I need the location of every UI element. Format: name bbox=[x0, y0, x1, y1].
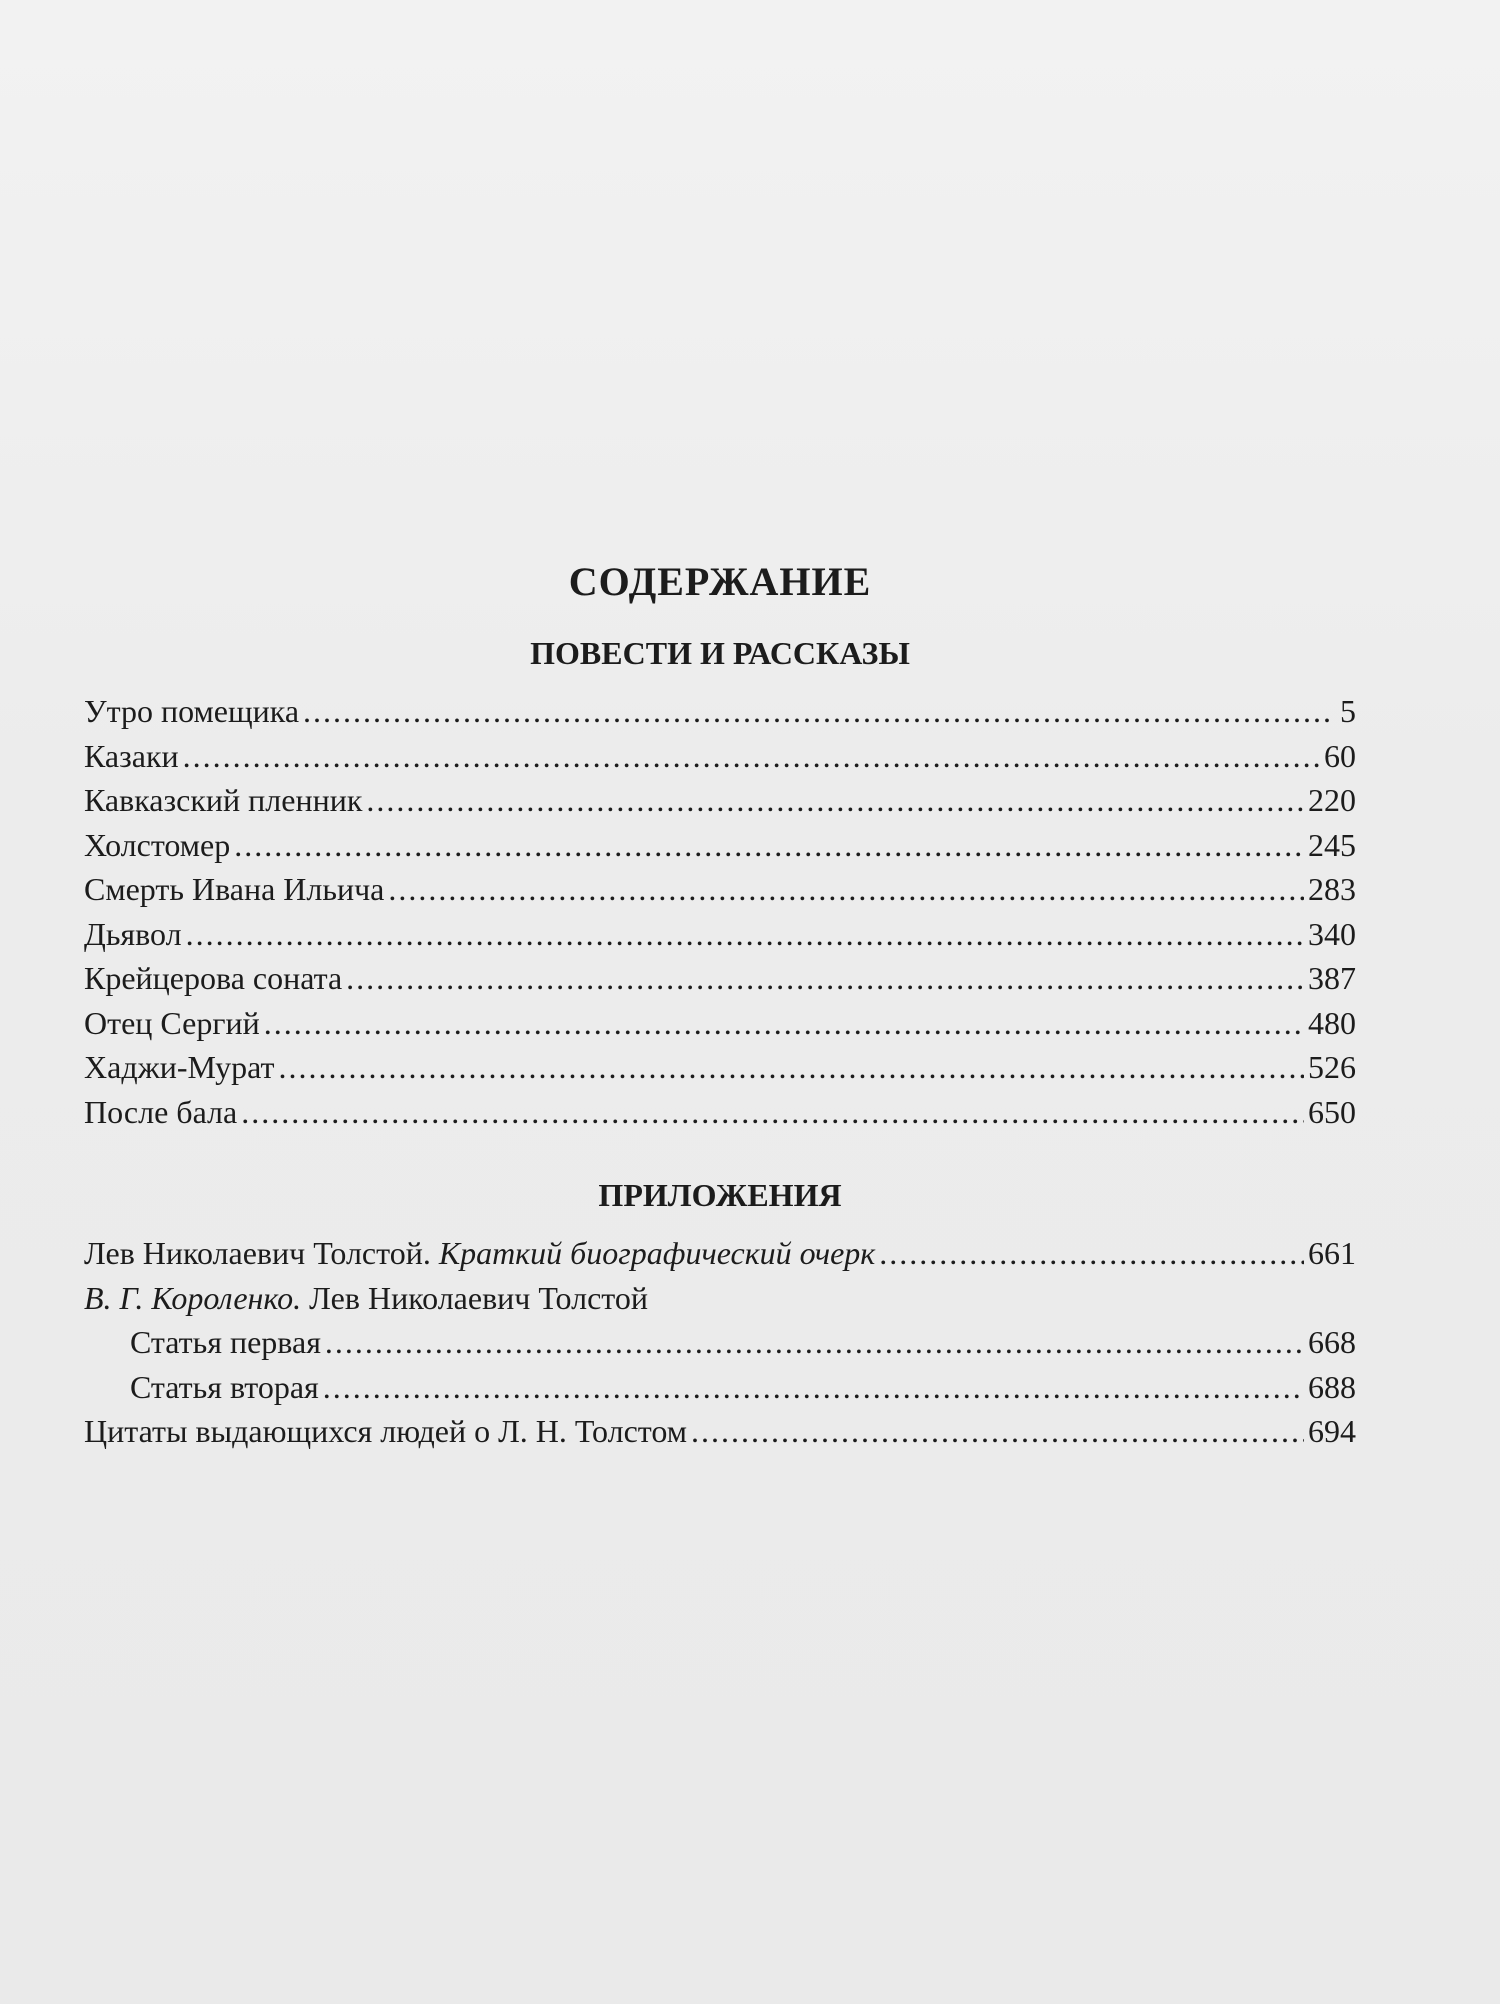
entry-title: Кавказский пленник bbox=[84, 782, 363, 819]
entry-page-number: 668 bbox=[1308, 1324, 1356, 1361]
toc-entry bbox=[84, 1001, 1356, 1046]
section-heading-stories: ПОВЕСТИ И РАССКАЗЫ bbox=[530, 635, 910, 671]
dot-leader bbox=[264, 1001, 1304, 1046]
entry-page-number: 283 bbox=[1308, 871, 1356, 908]
entry-page-number: 5 bbox=[1340, 693, 1356, 730]
dot-leader bbox=[346, 956, 1304, 1001]
entry-page-number: 526 bbox=[1308, 1049, 1356, 1086]
entry-page-number: 694 bbox=[1308, 1413, 1356, 1450]
toc-title: СОДЕРЖАНИЕ bbox=[568, 559, 872, 604]
dot-leader bbox=[183, 734, 1320, 779]
dot-leader bbox=[303, 689, 1332, 734]
entry-title: Крейцерова соната bbox=[84, 960, 343, 997]
entry-title: Утро помещика bbox=[84, 693, 300, 730]
dot-leader bbox=[323, 1365, 1304, 1410]
toc-sub-entry bbox=[84, 1320, 1356, 1365]
entry-italic-title: Краткий биографический очерк bbox=[438, 1235, 876, 1272]
entry-title: Цитаты выдающихся людей о Л. Н. Толстом bbox=[84, 1413, 687, 1450]
dot-leader bbox=[366, 778, 1304, 823]
entry-page-number: 661 bbox=[1308, 1235, 1356, 1272]
toc-sub-entry bbox=[84, 1365, 1356, 1410]
entry-title: Отец Сергий bbox=[84, 1004, 260, 1041]
toc-entry bbox=[84, 912, 1356, 957]
entry-page-number: 340 bbox=[1308, 915, 1356, 952]
entry-title: Статья первая bbox=[130, 1324, 321, 1361]
entry-group-title: Лев Николаевич Толстой bbox=[309, 1279, 648, 1316]
entry-title: После бала bbox=[84, 1093, 238, 1130]
toc-entry-group bbox=[84, 1276, 1356, 1321]
entry-title: Казаки bbox=[84, 737, 179, 774]
dot-leader bbox=[691, 1409, 1304, 1454]
toc-entry bbox=[84, 1231, 1356, 1276]
dot-leader bbox=[388, 867, 1304, 912]
toc-entry bbox=[84, 1045, 1356, 1090]
toc-entry bbox=[84, 867, 1356, 912]
entry-italic-author: В. Г. Короленко. bbox=[84, 1279, 302, 1316]
dot-leader bbox=[325, 1320, 1304, 1365]
entry-page-number: 688 bbox=[1308, 1368, 1356, 1405]
entry-page-number: 245 bbox=[1308, 826, 1356, 863]
entry-title: Смерть Ивана Ильича bbox=[84, 871, 385, 908]
toc-entry bbox=[84, 1409, 1356, 1454]
table-of-contents bbox=[84, 560, 1356, 1498]
toc-entry bbox=[84, 689, 1356, 734]
toc-entry bbox=[84, 823, 1356, 868]
entry-title: Холстомер bbox=[84, 826, 231, 863]
appendices-list bbox=[84, 1231, 1356, 1454]
toc-entry bbox=[84, 1090, 1356, 1135]
entry-title bbox=[84, 1231, 875, 1276]
entry-title: Статья вторая bbox=[130, 1368, 319, 1405]
toc-entry bbox=[84, 778, 1356, 823]
entry-page-number: 480 bbox=[1308, 1004, 1356, 1041]
entry-title: Дьявол bbox=[84, 915, 182, 952]
dot-leader bbox=[241, 1090, 1304, 1135]
section-heading-appendices: ПРИЛОЖЕНИЯ bbox=[598, 1177, 842, 1214]
stories-list bbox=[84, 689, 1356, 1134]
toc-entry bbox=[84, 734, 1356, 779]
entry-page-number: 650 bbox=[1308, 1093, 1356, 1130]
toc-entry bbox=[84, 956, 1356, 1001]
entry-page-number: 387 bbox=[1308, 960, 1356, 997]
dot-leader bbox=[186, 912, 1304, 957]
entry-title bbox=[84, 1276, 648, 1321]
dot-leader bbox=[279, 1045, 1305, 1090]
entry-author: Лев Николаевич Толстой. bbox=[84, 1235, 431, 1272]
dot-leader bbox=[234, 823, 1304, 868]
entry-page-number: 220 bbox=[1308, 782, 1356, 819]
entry-page-number: 60 bbox=[1324, 737, 1356, 774]
dot-leader bbox=[879, 1231, 1304, 1276]
entry-title: Хаджи-Мурат bbox=[84, 1049, 275, 1086]
